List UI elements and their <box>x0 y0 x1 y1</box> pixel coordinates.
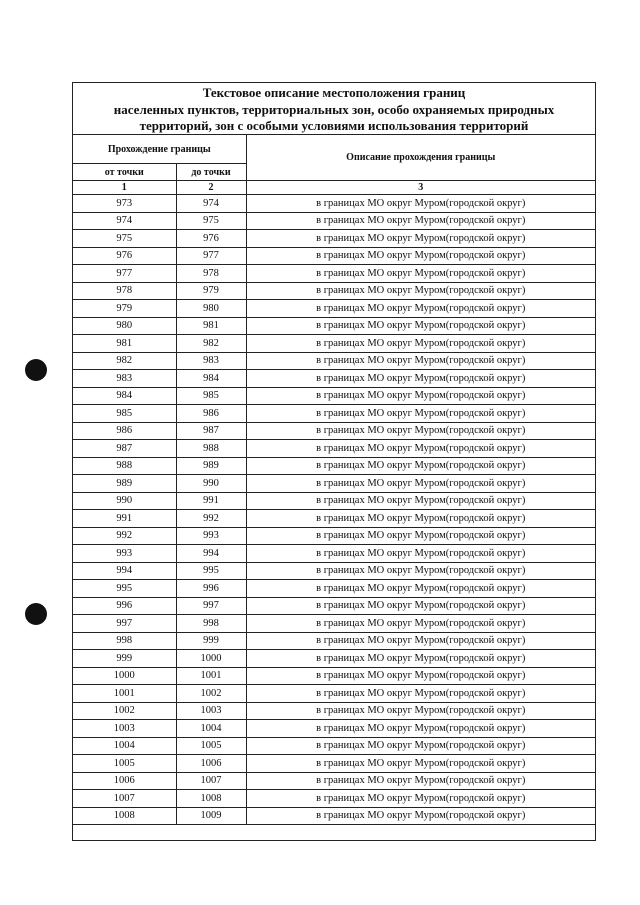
cell-from-point: 999 <box>73 650 176 668</box>
cell-to-point: 980 <box>176 300 246 318</box>
cell-description: в границах МО округ Муром(городской округ) <box>246 195 595 213</box>
cell-to-point: 991 <box>176 492 246 510</box>
header-from-point: от точки <box>73 164 176 181</box>
cell-to-point: 984 <box>176 370 246 388</box>
table-row <box>73 422 595 440</box>
table-row <box>73 510 595 528</box>
document-frame <box>72 82 596 841</box>
cell-from-point: 992 <box>73 527 176 545</box>
cell-to-point: 1000 <box>176 650 246 668</box>
header-number-1: 1 <box>73 181 176 195</box>
cell-from-point: 982 <box>73 352 176 370</box>
cell-description: в границах МО округ Муром(городской округ) <box>246 230 595 248</box>
document-title <box>73 83 595 135</box>
cell-description: в границах МО округ Муром(городской округ) <box>246 702 595 720</box>
cell-from-point: 984 <box>73 387 176 405</box>
cell-from-point: 976 <box>73 247 176 265</box>
cell-description: в границах МО округ Муром(городской округ) <box>246 387 595 405</box>
table-row <box>73 720 595 738</box>
cell-from-point: 1003 <box>73 720 176 738</box>
cell-from-point: 994 <box>73 562 176 580</box>
cell-to-point: 1004 <box>176 720 246 738</box>
cell-from-point: 973 <box>73 195 176 213</box>
cell-from-point: 998 <box>73 632 176 650</box>
table-row <box>73 650 595 668</box>
cell-description: в границах МО округ Муром(городской округ) <box>246 527 595 545</box>
cell-from-point: 996 <box>73 597 176 615</box>
cell-description: в границах МО округ Муром(городской округ) <box>246 790 595 808</box>
table-row <box>73 772 595 790</box>
cell-description: в границах МО округ Муром(городской округ) <box>246 265 595 283</box>
cell-from-point: 991 <box>73 510 176 528</box>
cell-to-point: 995 <box>176 562 246 580</box>
table-row <box>73 475 595 493</box>
cell-from-point: 1005 <box>73 755 176 773</box>
cell-to-point: 1006 <box>176 755 246 773</box>
cell-from-point: 995 <box>73 580 176 598</box>
cell-to-point: 981 <box>176 317 246 335</box>
table-row <box>73 387 595 405</box>
header-to-point: до точки <box>176 164 246 181</box>
cell-description: в границах МО округ Муром(городской округ) <box>246 632 595 650</box>
cell-to-point: 988 <box>176 440 246 458</box>
cell-to-point: 977 <box>176 247 246 265</box>
table-row <box>73 545 595 563</box>
table-row <box>73 527 595 545</box>
table-row <box>73 317 595 335</box>
table-row <box>73 632 595 650</box>
header-number-3: 3 <box>246 181 595 195</box>
cell-to-point: 978 <box>176 265 246 283</box>
table-row <box>73 807 595 825</box>
cell-from-point: 974 <box>73 212 176 230</box>
table-header <box>73 135 595 195</box>
cell-description: в границах МО округ Муром(городской округ) <box>246 282 595 300</box>
cell-description: в границах МО округ Муром(городской округ) <box>246 492 595 510</box>
cell-description: в границах МО округ Муром(городской округ) <box>246 615 595 633</box>
table-body <box>73 195 595 825</box>
cell-from-point: 1002 <box>73 702 176 720</box>
cell-description: в границах МО округ Муром(городской округ) <box>246 650 595 668</box>
cell-to-point: 975 <box>176 212 246 230</box>
cell-from-point: 990 <box>73 492 176 510</box>
cell-description: в границах МО округ Муром(городской округ) <box>246 335 595 353</box>
cell-to-point: 1009 <box>176 807 246 825</box>
cell-description: в границах МО округ Муром(городской округ) <box>246 562 595 580</box>
cell-description: в границах МО округ Муром(городской округ) <box>246 807 595 825</box>
title-line-1: Текстовое описание местоположения границ <box>202 85 466 100</box>
table-row <box>73 440 595 458</box>
cell-description: в границах МО округ Муром(городской округ) <box>246 667 595 685</box>
cell-from-point: 980 <box>73 317 176 335</box>
cell-to-point: 976 <box>176 230 246 248</box>
cell-to-point: 1008 <box>176 790 246 808</box>
table-row <box>73 790 595 808</box>
cell-description: в границах МО округ Муром(городской округ) <box>246 352 595 370</box>
cell-from-point: 978 <box>73 282 176 300</box>
table-row <box>73 492 595 510</box>
cell-to-point: 993 <box>176 527 246 545</box>
cell-from-point: 993 <box>73 545 176 563</box>
table-row <box>73 195 595 213</box>
cell-to-point: 989 <box>176 457 246 475</box>
cell-from-point: 986 <box>73 422 176 440</box>
cell-to-point: 979 <box>176 282 246 300</box>
cell-to-point: 992 <box>176 510 246 528</box>
table-row <box>73 370 595 388</box>
header-description: Описание прохождения границы <box>246 135 595 181</box>
cell-description: в границах МО округ Муром(городской округ) <box>246 300 595 318</box>
cell-to-point: 990 <box>176 475 246 493</box>
cell-description: в границах МО округ Муром(городской округ) <box>246 370 595 388</box>
cell-description: в границах МО округ Муром(городской округ) <box>246 422 595 440</box>
cell-from-point: 1008 <box>73 807 176 825</box>
cell-to-point: 983 <box>176 352 246 370</box>
boundary-table <box>73 135 595 825</box>
table-row <box>73 352 595 370</box>
cell-from-point: 1006 <box>73 772 176 790</box>
cell-description: в границах МО округ Муром(городской округ) <box>246 212 595 230</box>
cell-from-point: 1001 <box>73 685 176 703</box>
table-row <box>73 562 595 580</box>
cell-from-point: 985 <box>73 405 176 423</box>
cell-to-point: 1003 <box>176 702 246 720</box>
cell-to-point: 986 <box>176 405 246 423</box>
cell-description: в границах МО округ Муром(городской округ) <box>246 475 595 493</box>
cell-description: в границах МО округ Муром(городской округ) <box>246 597 595 615</box>
cell-description: в границах МО округ Муром(городской округ) <box>246 510 595 528</box>
table-row <box>73 667 595 685</box>
table-row <box>73 335 595 353</box>
cell-from-point: 983 <box>73 370 176 388</box>
table-row <box>73 755 595 773</box>
cell-description: в границах МО округ Муром(городской округ) <box>246 737 595 755</box>
cell-description: в границах МО округ Муром(городской округ) <box>246 457 595 475</box>
cell-to-point: 1005 <box>176 737 246 755</box>
cell-to-point: 994 <box>176 545 246 563</box>
cell-description: в границах МО округ Муром(городской округ) <box>246 317 595 335</box>
table-row <box>73 282 595 300</box>
cell-from-point: 1007 <box>73 790 176 808</box>
table-row <box>73 457 595 475</box>
cell-description: в границах МО округ Муром(городской округ) <box>246 772 595 790</box>
cell-to-point: 999 <box>176 632 246 650</box>
cell-to-point: 997 <box>176 597 246 615</box>
cell-to-point: 974 <box>176 195 246 213</box>
header-boundary-passage: Прохождение границы <box>73 135 246 164</box>
cell-description: в границах МО округ Муром(городской округ) <box>246 580 595 598</box>
table-row <box>73 615 595 633</box>
table-row <box>73 212 595 230</box>
cell-to-point: 987 <box>176 422 246 440</box>
cell-to-point: 996 <box>176 580 246 598</box>
cell-to-point: 985 <box>176 387 246 405</box>
cell-description: в границах МО округ Муром(городской округ) <box>246 685 595 703</box>
cell-from-point: 979 <box>73 300 176 318</box>
cell-description: в границах МО округ Муром(городской округ) <box>246 720 595 738</box>
cell-from-point: 1004 <box>73 737 176 755</box>
cell-to-point: 1007 <box>176 772 246 790</box>
cell-description: в границах МО округ Муром(городской округ) <box>246 405 595 423</box>
table-row <box>73 597 595 615</box>
cell-to-point: 998 <box>176 615 246 633</box>
cell-from-point: 989 <box>73 475 176 493</box>
table-row <box>73 300 595 318</box>
cell-from-point: 1000 <box>73 667 176 685</box>
table-row <box>73 230 595 248</box>
table-row <box>73 702 595 720</box>
cell-to-point: 1001 <box>176 667 246 685</box>
cell-from-point: 975 <box>73 230 176 248</box>
title-line-3: территорий, зон с особыми условиями использования территорий <box>139 118 529 133</box>
cell-to-point: 982 <box>176 335 246 353</box>
header-number-2: 2 <box>176 181 246 195</box>
cell-description: в границах МО округ Муром(городской округ) <box>246 440 595 458</box>
cell-from-point: 977 <box>73 265 176 283</box>
cell-from-point: 997 <box>73 615 176 633</box>
table-row <box>73 685 595 703</box>
table-row <box>73 405 595 423</box>
cell-from-point: 988 <box>73 457 176 475</box>
table-row <box>73 580 595 598</box>
cell-from-point: 981 <box>73 335 176 353</box>
table-row <box>73 265 595 283</box>
cell-description: в границах МО округ Муром(городской округ) <box>246 545 595 563</box>
title-line-2: населенных пунктов, территориальных зон, особо охраняемых природных <box>113 101 555 117</box>
table-row <box>73 247 595 265</box>
punch-hole-bottom <box>25 603 47 625</box>
cell-from-point: 987 <box>73 440 176 458</box>
table-row <box>73 737 595 755</box>
cell-to-point: 1002 <box>176 685 246 703</box>
cell-description: в границах МО округ Муром(городской округ) <box>246 755 595 773</box>
cell-description: в границах МО округ Муром(городской округ) <box>246 247 595 265</box>
punch-hole-top <box>25 359 47 381</box>
